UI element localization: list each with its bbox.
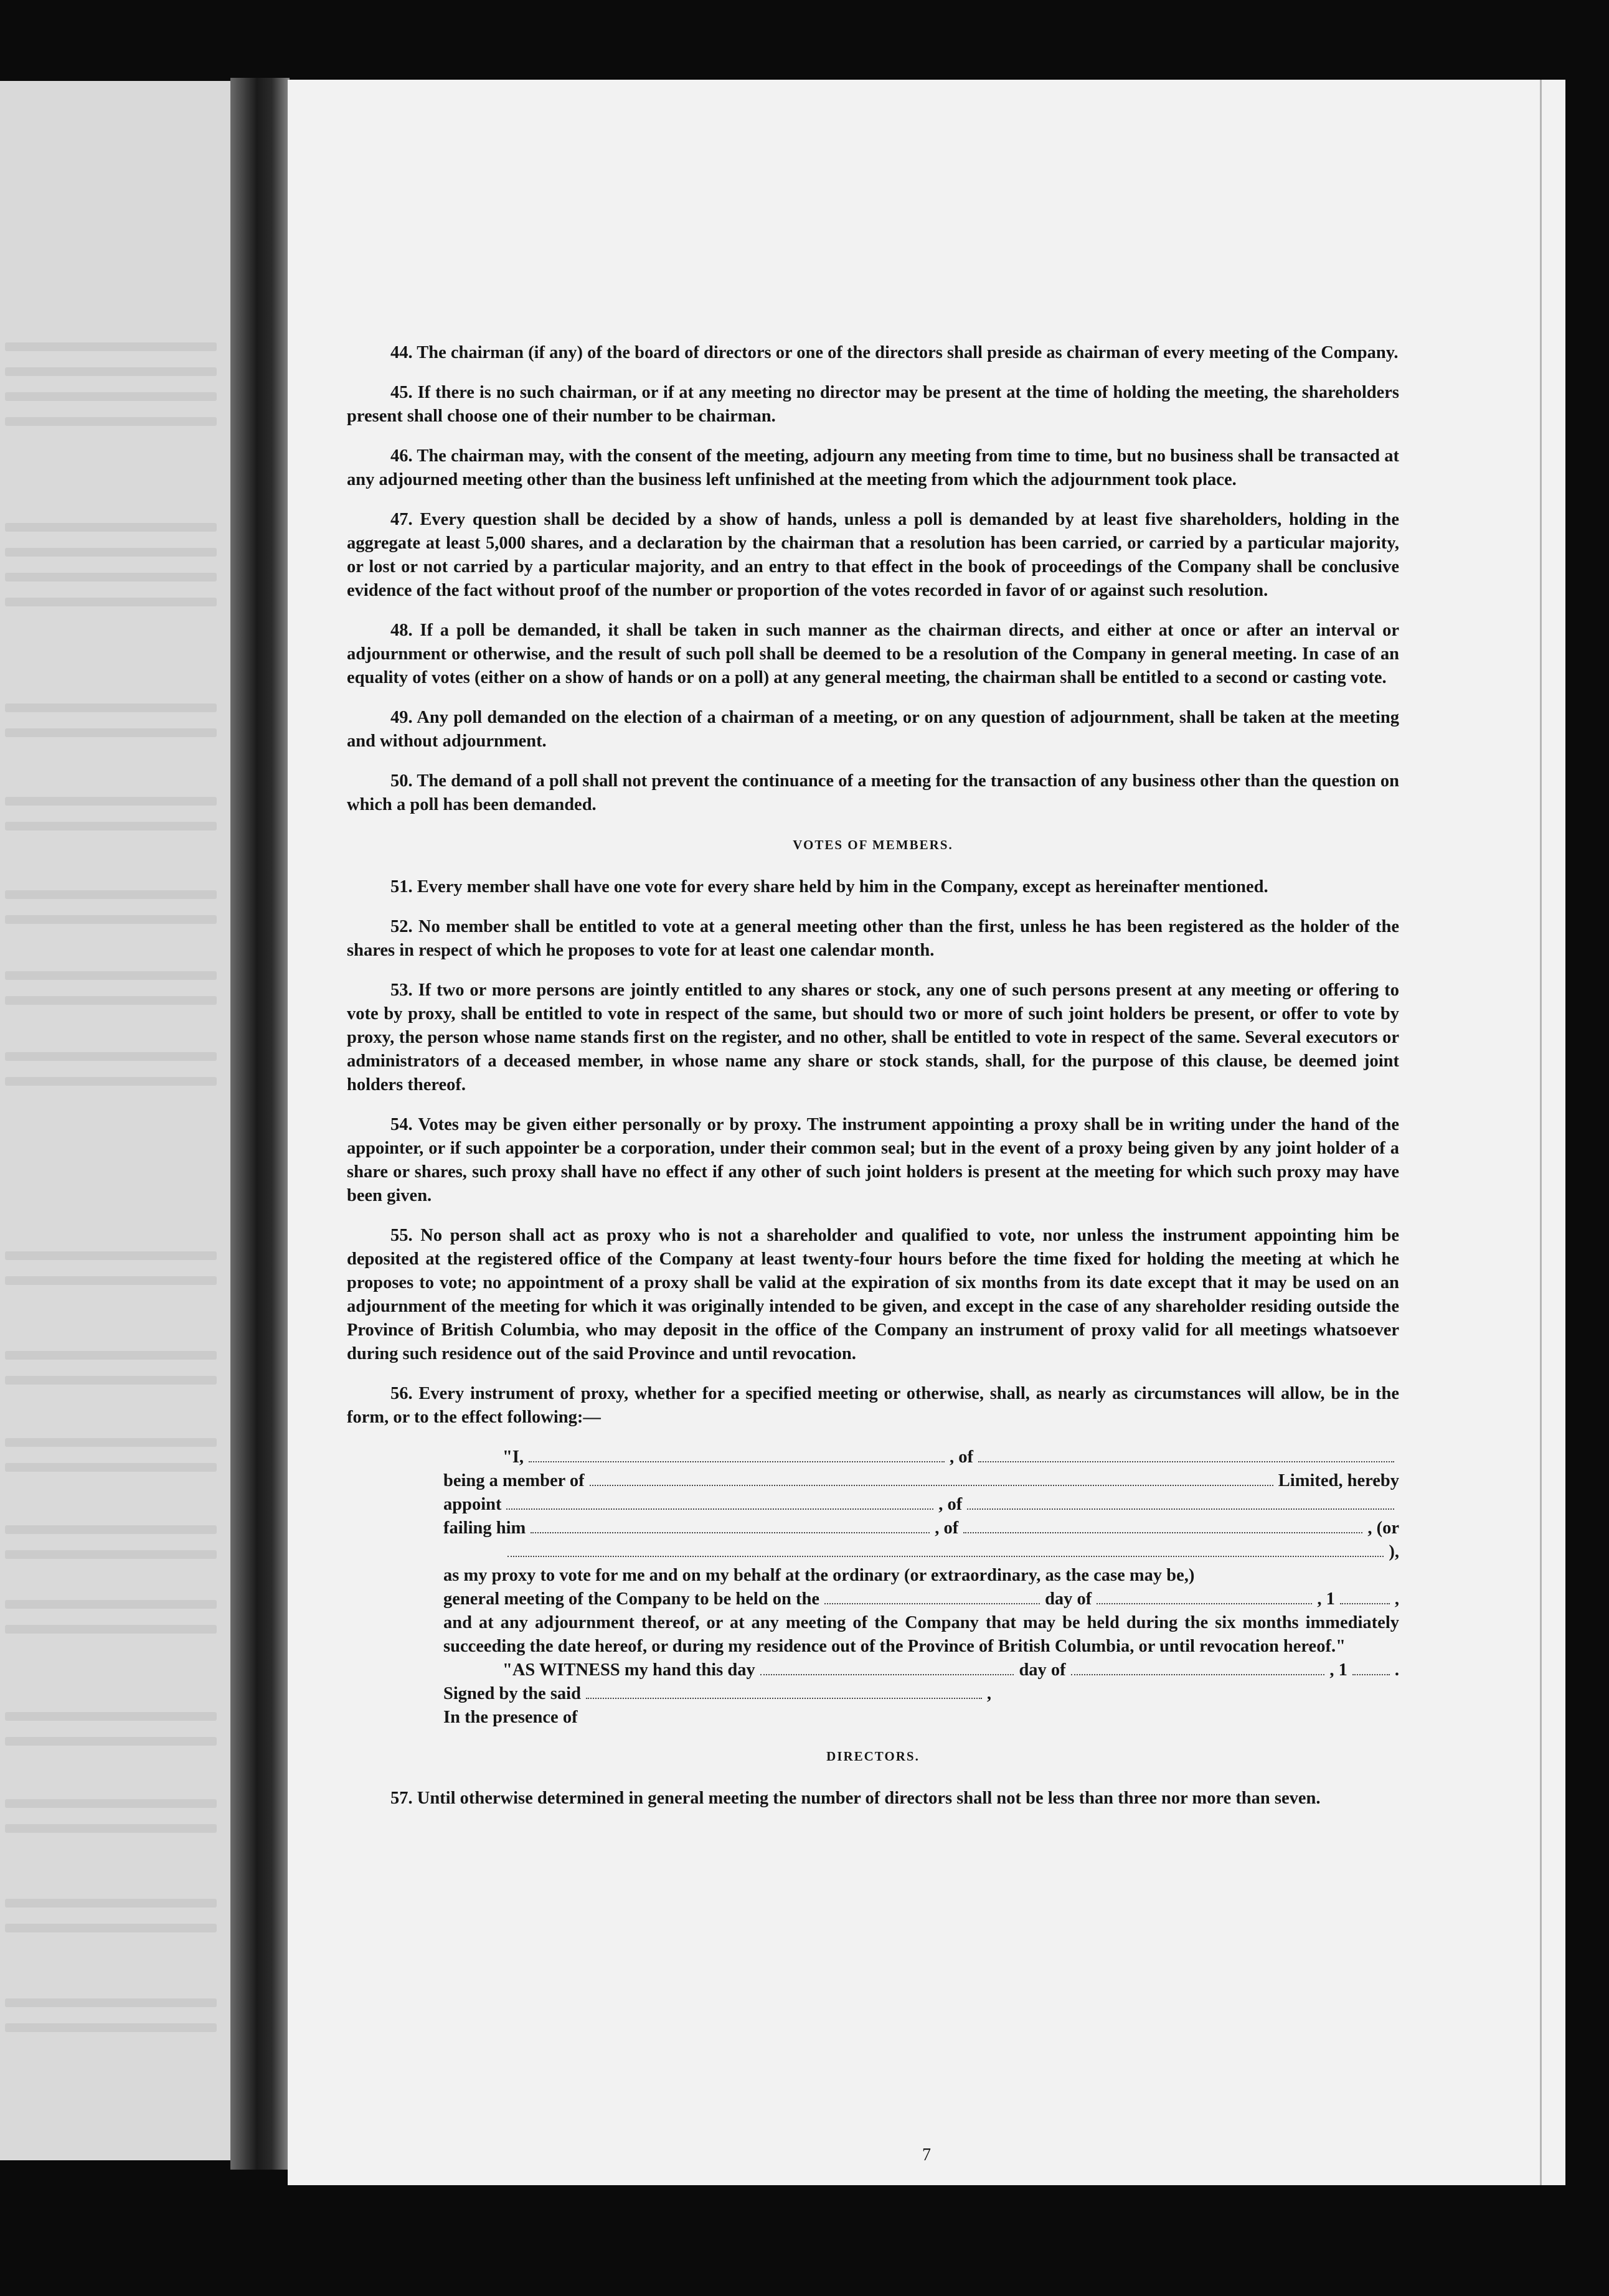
blank-company (590, 1471, 1273, 1486)
blank-name (529, 1447, 945, 1462)
form-line-4: failing him , of , (or (443, 1518, 1399, 1538)
blank-witness-day (760, 1660, 1014, 1675)
page-number: 7 (922, 2145, 931, 2165)
form-line-8: "AS WITNESS my hand this day day of , 1 . (503, 1660, 1399, 1680)
paragraph-46: 46. The chairman may, with the consent of the meeting, adjourn any meeting from time to time, but no business shall be transacted at any adjourned meeting other than the business left unfinished at the meeting from which the adjournment took place. (347, 446, 1399, 489)
form-line-3: appoint , of (443, 1493, 1399, 1517)
paragraph-50: 50. The demand of a poll shall not prevent the continuance of a meeting for the transaction of any business other than the question on which a poll has been demanded. (347, 771, 1399, 814)
document-page (288, 80, 1565, 2185)
paragraph-56: 56. Every instrument of proxy, whether for a specified meeting or otherwise, shall, as nearly as circumstances will allow, be in the form, or to the effect following:— (347, 1384, 1399, 1427)
paragraph-49: 49. Any poll demanded on the election of a chairman of a meeting, or on any question of adjournment, shall be taken at the meeting and without adjournment. (347, 708, 1399, 751)
form-line-6: general meeting of the Company to be held on the day of , 1 , (443, 1589, 1399, 1609)
blank-meeting-month (1097, 1589, 1312, 1604)
paragraph-51: 51. Every member shall have one vote for every share held by him in the Company, except as hereinafter mentioned. (390, 877, 1268, 896)
form-line-9: Signed by the said , (443, 1684, 991, 1703)
blank-alternate (531, 1518, 930, 1533)
blank-witness-month (1071, 1660, 1325, 1675)
blank-alternate-place (963, 1518, 1362, 1533)
paragraph-54: 54. Votes may be given either personally or by proxy. The instrument appointing a proxy shall be in writing under the hand of the appointer, or if such appointer be a corporation, under their common seal; but in the event of a proxy being given by any joint holder of a share or shares, such proxy shall have no effect if any other of such joint holders is present at the meeting for which such proxy may have been given. (347, 1115, 1399, 1205)
blank-or (507, 1542, 1384, 1557)
blank-appointee (506, 1495, 933, 1510)
form-line-4b: ), (443, 1540, 1399, 1564)
heading-votes-of-members: VOTES OF MEMBERS. (793, 837, 953, 852)
blank-witness-year (1352, 1660, 1390, 1675)
blank-meeting-day (824, 1589, 1040, 1604)
paragraph-55: 55. No person shall act as proxy who is not a shareholder and qualified to vote, nor unless the instrument appointing him be deposited at the registered office of the Company at least twenty-four hours before the time fixed for holding the meeting at which he proposes to vote; no appointment of a proxy shall be valid at the expiration of six months from its date except that it may be used on an adjournment of the meeting for which it was originally intended to be given, and except in the case of any shareholder residing outside the Province of British Columbia, who may deposit in the office of the Company an instrument of proxy valid for all meetings whatsoever during such residence out of the said Province and until revocation. (347, 1226, 1399, 1363)
paragraph-47: 47. Every question shall be decided by a show of hands, unless a poll is demanded by at least five shareholders, holding in the aggregate at least 5,000 shares, and a declaration by the chairman that a resolution has been carried, or carried by a particular majority, or lost or not carried by a particular majority, and an entry to that effect in the book of proceedings of the Company shall be conclusive evidence of the fact without proof of the number or proportion of the votes recorded in favor of or against such resolution. (347, 510, 1399, 600)
form-line-2: being a member of Limited, hereby (443, 1471, 1399, 1490)
form-line-1: "I, , of (443, 1446, 1399, 1469)
facing-page (0, 81, 230, 2160)
form-line-7: and at any adjournment thereof, or at any meeting of the Company that may be held during the six months immediately succeeding the date hereof, or during my residence out of the Province of British Columbia, or until revocation hereof." (443, 1613, 1399, 1656)
blank-meeting-year (1340, 1589, 1390, 1604)
paragraph-52: 52. No member shall be entitled to vote at a general meeting other than the first, unless he has been registered as the holder of the shares in respect of which he proposes to vote for at least one calendar month. (347, 917, 1399, 960)
paragraph-45: 45. If there is no such chairman, or if at any meeting no director may be present at the time of holding the meeting, the shareholders present shall choose one of their number to be chairman. (347, 383, 1399, 426)
paragraph-53: 53. If two or more persons are jointly entitled to any shares or stock, any one of such persons present at any meeting or offering to vote by proxy, shall be entitled to vote in respect of the same, but should two or more of such joint holders be present, or offer to vote by proxy, the person whose name stands first on the register, and no other, shall be entitled to vote in respect of the same. Several executors or administrators of a deceased member, in whose name any share or stock stands, shall, for the purpose of this clause, be deemed joint holders thereof. (347, 981, 1399, 1094)
blank-appointee-place (967, 1495, 1394, 1510)
paragraph-57: 57. Until otherwise determined in general meeting the number of directors shall not be less than three nor more than seven. (390, 1789, 1321, 1808)
proxy-form (347, 1446, 1399, 1729)
paragraph-44: 44. The chairman (if any) of the board of directors or one of the directors shall preside as chairman of every meeting of the Company. (390, 343, 1399, 362)
form-line-10: In the presence of (443, 1708, 578, 1727)
blank-signer (586, 1684, 982, 1699)
document-body (347, 341, 1399, 1827)
page-edge (1540, 80, 1542, 2185)
book-gutter (230, 78, 290, 2170)
blank-place (978, 1447, 1394, 1462)
heading-directors: DIRECTORS. (826, 1749, 920, 1764)
paragraph-48: 48. If a poll be demanded, it shall be taken in such manner as the chairman directs, and either at once or after an interval or adjournment or otherwise, and the result of such poll shall be deemed to be a resolution of the Company in general meeting. In case of an equality of votes (either on a show of hands or on a poll) at any general meeting, the chairman shall be entitled to a second or casting vote. (347, 621, 1399, 687)
form-line-5: as my proxy to vote for me and on my behalf at the ordinary (or extraordinary, as the case may be,) (443, 1566, 1195, 1585)
